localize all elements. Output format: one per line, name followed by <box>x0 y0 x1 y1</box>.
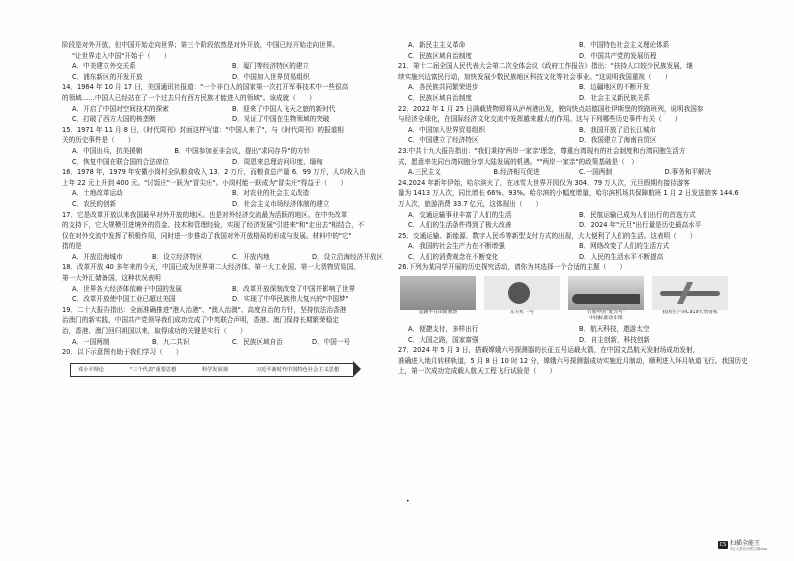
question-18 <box>62 262 392 304</box>
text-line: 18．改革开放 40 多年来的今天，中国已成为世界第二大经济体、第一大工业国、第一大货物贸易国、 <box>62 263 360 272</box>
text-line: 式，愿意率先同台湾同胞分享大陆发展的机遇。""两岸一家亲"的政策基础是（ ） <box>398 157 638 166</box>
question-26 <box>398 262 750 345</box>
question-24 <box>398 178 750 231</box>
text-line: 14．1964 年 10 月 17 日，美国通讯社报道："一个非白人的国家第一次打开军事技术中一些很高 <box>62 83 349 92</box>
option-a: A．中美建立外交关系 <box>72 62 136 71</box>
photo-caption: 我国生产的C919大型客机 <box>662 310 718 316</box>
text-line: 续实施兴边富民行动，加快发展少数民族地区科技文化等社会事业。"这说明我国重视（ ） <box>398 72 672 81</box>
question-19 <box>62 305 392 347</box>
q21-options-row-1 <box>398 82 750 93</box>
q25-options-row-2 <box>398 252 750 263</box>
photo-airplane <box>652 276 728 310</box>
photo-rice-field <box>400 276 476 310</box>
option-b: B．民航运输已成为人们出行的首选方式 <box>579 210 696 219</box>
question-15 <box>62 125 392 167</box>
option-d: D.事务和平解决 <box>664 168 712 177</box>
option-b: B．对农业的社会主义改造 <box>232 189 310 198</box>
option-d: D．自主创新，科技创新 <box>579 335 651 344</box>
timeline-label: "三个代表"重要思想 <box>130 366 177 373</box>
text-line: 治澳门的新实践，中国共产党领导我们成功完成了中英联合声明，香港、澳门保持长期繁荣稳定 <box>62 316 339 325</box>
photo-caption: 东方红一号 <box>510 310 534 316</box>
option-c: C．农民的创新 <box>72 199 117 208</box>
question-27 <box>398 345 750 377</box>
text-line: 22．2022 年 1 月 25 日满载货物即将从泸州港出发，驶向快点站德国杜伊斯堡的铁路班列，说明我国参 <box>398 104 704 113</box>
scanner-watermark <box>718 538 767 552</box>
scanner-subtitle: 3亿人都在用的扫描App <box>730 547 768 551</box>
q24-options-row-1 <box>398 210 750 221</box>
text-line: 阶段是对外开放，但中国开始走向世界；第三个阶段依然是对外开放，中国已经开始走向世界。 <box>62 41 339 49</box>
option-c: C．中国建立了经济特区 <box>408 136 479 145</box>
option-c: C．改革开放使中国工业已超过美国 <box>72 295 176 304</box>
text-line: 上年 22 元上升到 400 元。"讨饭庄"一跃为"冒尖庄"。小岗村能一跃成为"冒尖庄"得益于（ ） <box>62 178 347 187</box>
option-d: D．实现了中华民族伟大复兴的"中国梦" <box>232 295 349 304</box>
photo-card <box>400 276 476 322</box>
option-b: B．我国开放了沿长江城市 <box>579 125 657 134</box>
question-23 <box>398 146 750 178</box>
text-line: 第一大外汇储备国，这种状况表明 <box>62 274 161 283</box>
option-d: D．见证了中国在生物领域的突破 <box>232 115 330 124</box>
question-25 <box>398 231 750 263</box>
text-line: 仅在对外交流中发挥了积极作用，同时进一步推动了我国对外开放格局的形成与发展。材料中的"它" <box>62 231 352 240</box>
option-b: B.经济相互促进 <box>493 168 540 177</box>
q20-options-row-1 <box>398 40 750 51</box>
text-line: 15．1971 年 11 月 8 日，《时代周刊》封面这样写道："中国人来了"，与《时代周刊》的报道相 <box>62 125 344 134</box>
option-b: B．航天科技，遨游太空 <box>579 325 650 334</box>
question-21 <box>398 61 750 103</box>
option-d: D．社会主义市场经济体制的建立 <box>232 199 330 208</box>
option-d: D．我国建立了海南自贸区 <box>579 136 657 145</box>
option-a: A．开启了中国对空间技术的探索 <box>72 104 169 113</box>
photo-card <box>652 276 728 322</box>
text-line: 19．二十大报告指出：全面准确推进"港人治港"、"澳人治澳"、高度自治的方针，坚持依法治香港 <box>62 305 347 314</box>
q23-options-row <box>398 167 750 178</box>
text-line: 治，香港、澳门回归祖国以来，取得成功的关键是实行（ ） <box>62 327 247 336</box>
timeline-label: 科学发展观 <box>202 366 228 373</box>
page-dot: • <box>406 498 410 505</box>
q25-options-row-1 <box>398 241 750 252</box>
option-a: A．新民主主义革命 <box>408 41 466 49</box>
option-d: D．社会主义新民族关系 <box>579 93 651 102</box>
right-column <box>398 40 750 377</box>
option-c: C.一国两制 <box>579 168 613 177</box>
text-line: 量为 1413 万人次，同比增长 66%、93%。哈尔滨的小幅度增量，哈尔滨机场共保障航班 1 月 2 日发送旅客 144.6 <box>398 189 739 198</box>
q16-options-row-1 <box>62 188 392 199</box>
q22-options-row-1 <box>398 125 750 136</box>
option-c: C．开放内地 <box>232 252 270 261</box>
question-14 <box>62 82 392 124</box>
option-b: B．网络改变了人们的生活方式 <box>579 242 670 251</box>
text-line: 与经济全球化，在国际经济文化交流中发挥越来越大的作用。这与下列哪些历史事件有关（ ） <box>398 115 682 124</box>
photo-caption: 中国标准动车组 <box>589 316 623 322</box>
option-d: D．中国加入世界贸易组织 <box>232 72 310 81</box>
q21-options-row-2 <box>398 93 750 104</box>
option-c: C．打破了西方大国的核垄断 <box>72 115 156 124</box>
question-17 <box>62 210 392 263</box>
option-a: A．便捷支付，多样出行 <box>408 325 479 334</box>
text-line: "让世界走入中国"开始于（ ） <box>72 51 171 60</box>
text-line: 25．交通运输、新能源、数字人民币等新型支付方式的出现，大大便利了人们的生活。这表明（ ） <box>398 231 697 240</box>
option-a: A．各民族共同繁荣进步 <box>408 83 479 92</box>
question-16 <box>62 167 392 209</box>
question-22 <box>398 104 750 146</box>
text-line: 24.2024 年新年伊始，哈尔滨火了，在冰雪大世界开园仅为 304．79 万人次，元旦假期有接待游客 <box>398 178 690 187</box>
option-c: C．大国之路，国家富强 <box>408 335 479 344</box>
q13-continued <box>62 40 392 82</box>
q14-options-row-2 <box>62 114 392 125</box>
q15-options-row-1 <box>62 146 392 157</box>
photo-caption: 袁隆平在田间观察 <box>418 310 458 316</box>
text-line: 的领域……中国人已经站在了一个过去只有西方民族才能进入的领域"。该成就（ ） <box>62 93 316 102</box>
q26-options-row-1 <box>398 324 750 335</box>
option-a: A．世界各大经济体依赖于中国的发展 <box>72 284 183 293</box>
text-line: 16．1978 年，1979 年安徽小岗村全队粮食收入 13．2 万斤，而粮食总产量 6．99 万斤，人均收入由 <box>62 168 366 177</box>
text-line: 指的是 <box>62 242 82 251</box>
photo-card <box>568 276 644 322</box>
photo-caption: 行驶中的"复兴号" <box>587 310 625 316</box>
q22-options-row-2 <box>398 135 750 146</box>
text-line: 20．以下示意图有助于我们学习（ ） <box>62 348 183 357</box>
text-line: 上，第一次成功完成载人航天工程飞行试验是（ ） <box>398 367 557 376</box>
option-b: B．边疆地区的不断开发 <box>579 83 650 92</box>
q18-options-row-2 <box>62 294 392 305</box>
timeline-label: 邓小平理论 <box>78 366 104 373</box>
option-b: B．中国特色社会主义理论体系 <box>579 41 670 49</box>
left-column <box>62 40 392 382</box>
option-a: A．一国两制 <box>72 337 110 346</box>
text-line: 17．它是改革开放以来我国最早对外开放的地区。也是对外经济交流最为活跃的地区。在中央改革 <box>62 210 348 219</box>
scanner-text-block <box>730 538 767 552</box>
option-a: A．我国的社会生产力在不断增强 <box>408 242 505 251</box>
q19-options-row <box>62 337 392 348</box>
option-b: B．厦门等经济特区的建立 <box>232 62 310 71</box>
option-c: C．人们的生活条件得到了极大改善 <box>408 221 512 230</box>
option-c: C．民族区域自治制度 <box>408 51 472 60</box>
option-b: B．设立经济特区 <box>152 252 203 261</box>
option-c: C．民族区域自治 <box>232 337 283 346</box>
q13-options-row-1 <box>62 61 392 72</box>
q18-options-row-1 <box>62 284 392 295</box>
photo-train <box>568 276 644 310</box>
q20-options-row-2 <box>398 51 750 62</box>
option-d: D．2024 年"元旦"出行量是历史最高水平 <box>579 221 702 230</box>
option-a: A．中国加入世界贸易组织 <box>408 125 486 134</box>
option-a: A.三民主义 <box>408 168 441 177</box>
option-c: C．民族区域自治制度 <box>408 93 472 102</box>
photo-strip <box>400 276 750 322</box>
q17-options-row <box>62 252 392 263</box>
q15-options-row-2 <box>62 157 392 168</box>
option-b: B．改革开放深刻改变了中国并影响了世界 <box>232 284 356 293</box>
q24-options-row-2 <box>398 220 750 231</box>
option-c: C．恢复中国在联合国的合法席位 <box>72 157 169 166</box>
q26-options-row-2 <box>398 335 750 346</box>
timeline-label: 习近平新时代中国特色社会主义思想 <box>256 366 340 373</box>
text-line: 21．第十二届全国人民代表大会第二次全体会议《政府工作报告》指出："扶持人口较少民族发展，继 <box>398 62 693 71</box>
timeline-diagram <box>70 361 392 379</box>
option-a: A．开放沿海城市 <box>72 252 123 261</box>
text-line: 23.中共十九大报告指出："我们秉持'两岸一家亲'理念，尊重台湾现有的社会制度和台湾同胞生活方 <box>398 146 686 155</box>
scanner-name: 扫描全能王 <box>730 540 761 547</box>
text-line: 的支持下，它大规模引进境外的资金、技术和管理经验，实现了经济发展"引进来"和"走出去"相结合，不 <box>62 221 365 230</box>
option-a: A．土地改革运动 <box>72 189 123 198</box>
text-line: 准确进入地月转移轨道，5 月 8 日 10 时 12 分，嫦娥六号探测器成功实施近月制动，顺利进入环月轨道飞行。我国历史 <box>398 356 748 365</box>
option-b: B．中国参加亚非会议，提出"求同存异"的方针 <box>174 146 311 155</box>
option-d: D．设立沿海经济开放区 <box>312 252 384 261</box>
option-d: D．中国一号 <box>312 337 351 346</box>
text-line: 关的历史事件是（ ） <box>62 136 135 145</box>
q16-options-row-2 <box>62 199 392 210</box>
option-c: C．浦东新区的开发开放 <box>72 72 143 81</box>
text-line: 万人次，旅游消费 33.7 亿元，这体现出（ ） <box>398 199 543 208</box>
option-d: D．周恩来总理访问印度、缅甸 <box>232 157 323 166</box>
q13-options-row-2 <box>62 72 392 83</box>
option-c: C．人们的消费观念在不断变化 <box>408 252 499 261</box>
photo-satellite <box>484 276 560 310</box>
option-b: B．九二共识 <box>152 337 190 346</box>
photo-card <box>484 276 560 322</box>
option-d: D．人民的生活水平不断提高 <box>579 252 664 261</box>
text-line: 26.下列为某同学开展的历史探究活动，请你为其选择一个合适的主题（ ） <box>398 263 627 272</box>
scanner-logo-icon: CS <box>719 542 727 548</box>
option-d: D．中国共产党的发展历程 <box>579 51 657 60</box>
question-20 <box>62 347 392 379</box>
text-line: 27．2024 年 5 月 3 日，搭载嫦娥六号探测器的长征五号运载火箭，在中国文昌航天发射场成功发射， <box>398 346 700 355</box>
option-b: B．迎来了中国人飞天之旅的新时代 <box>232 104 336 113</box>
q14-options-row-1 <box>62 104 392 115</box>
option-a: A．交通运输事业丰富了人们的生活 <box>408 210 512 219</box>
option-a: A．中国出兵，抗美援朝 <box>72 146 143 155</box>
